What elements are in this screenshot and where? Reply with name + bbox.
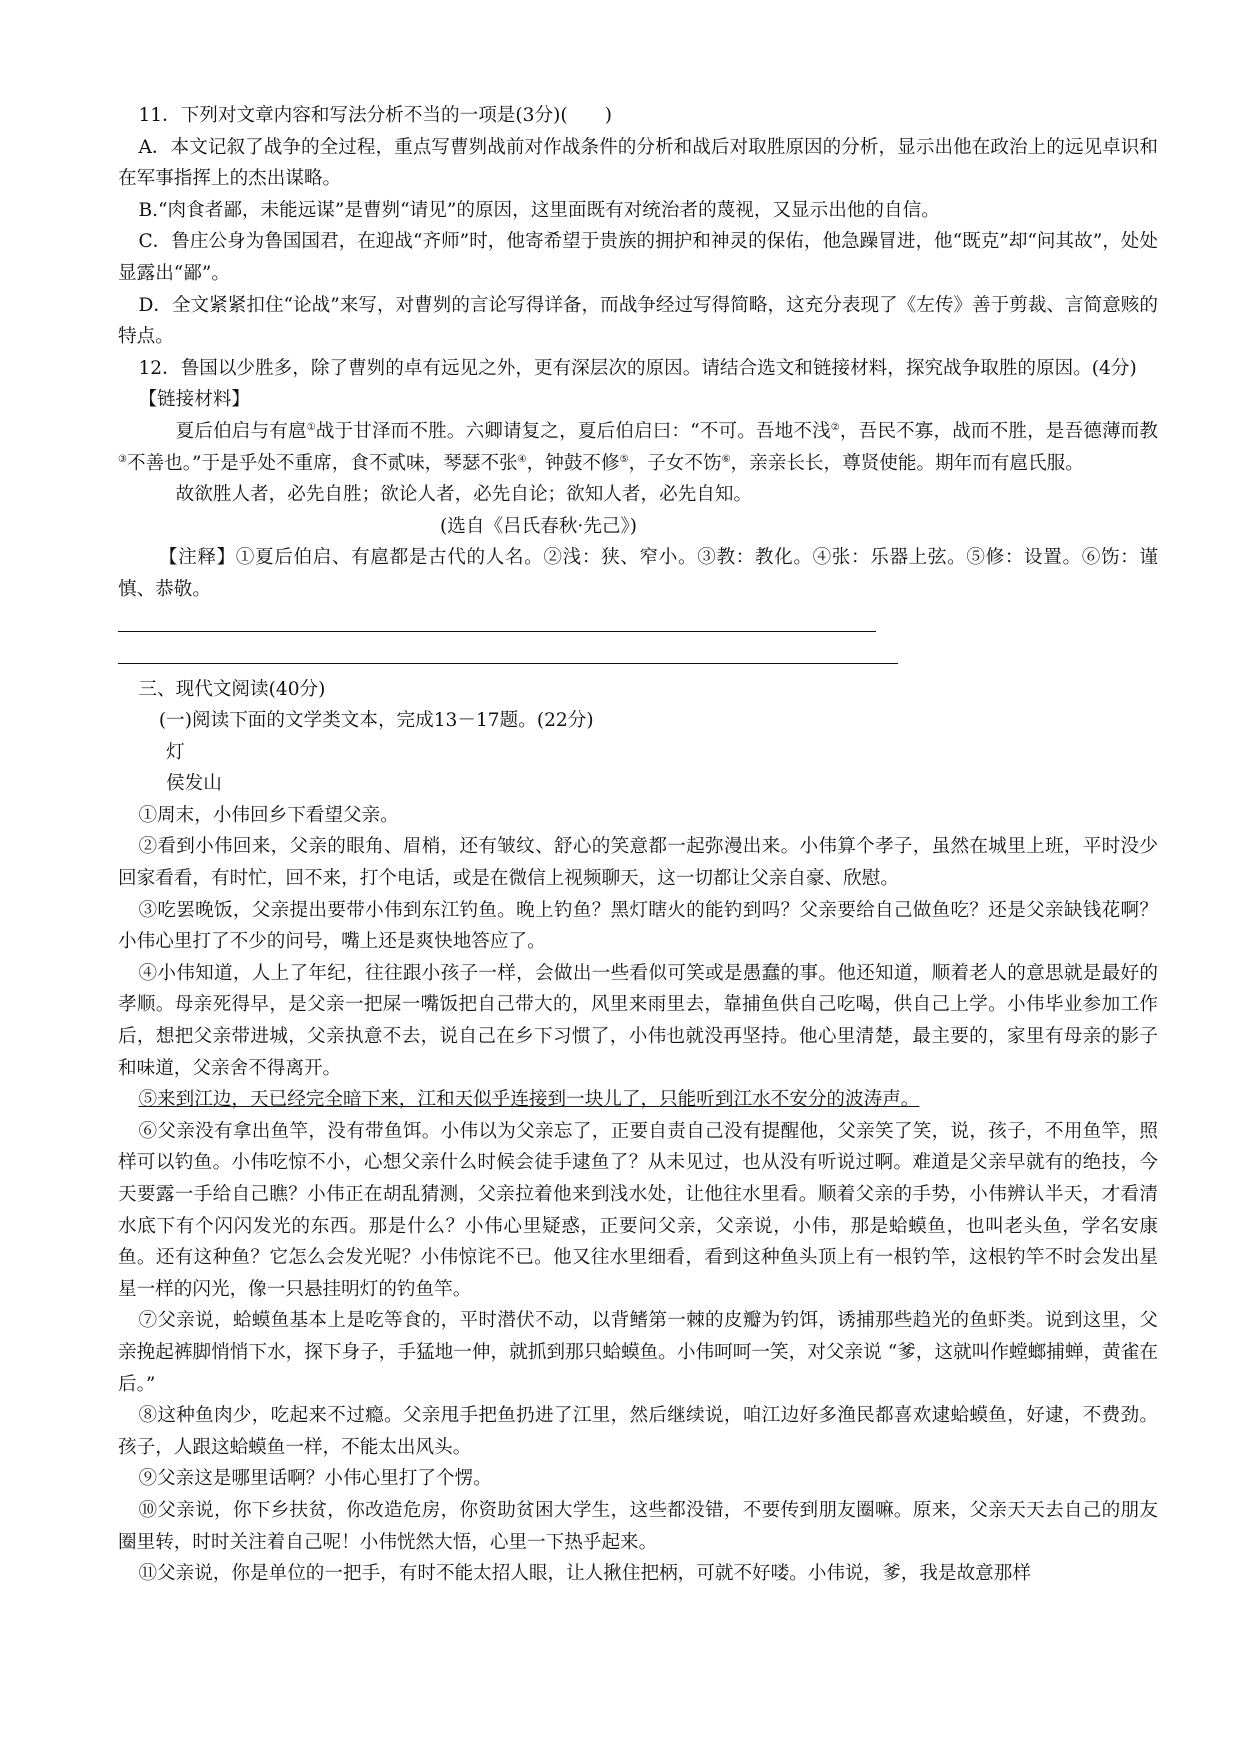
- story-paragraph: ⑪父亲说，你是单位的一把手，有时不能太招人眼，让人揪住把柄，可就不好喽。小伟说，爹，我是故意那样: [138, 1563, 1031, 1585]
- story-title: 灯: [166, 741, 185, 763]
- story-paragraph: ⑦父亲说，蛤蟆鱼基本上是吃等食的，平时潜伏不动，以背鳍第一棘的皮瓣为钓饵，诱捕那些趋光的鱼虾类。说到这里，父亲挽起裤脚悄悄下水，探下身子，手猛地一伸，就抓到那只蛤蟆鱼。小伟呵呵一笑，对父亲说 “爹，这就叫作螳螂捕蝉，黄雀在后。”: [118, 1310, 1158, 1395]
- q11-option-c: C．鲁庄公身为鲁国国君，在迎战“齐师”时，他寄希望于贵族的拥护和神灵的保佑，他急躁冒进，他“既克”却“问其故”，处处显露出“鄙”。: [118, 231, 1158, 284]
- note-marker: ①: [306, 421, 316, 433]
- section-heading: 三、现代文阅读(40分): [138, 678, 326, 700]
- q11-option-d: D．全文紧紧扣住“论战”来写，对曹刿的言论写得详备，而战争经过写得简略，这充分表现了《左传》善于剪裁、言简意赅的特点。: [118, 294, 1158, 348]
- note-marker: ③: [118, 453, 127, 465]
- story-paragraph: ①周末，小伟回乡下看望父亲。: [138, 804, 399, 826]
- story-paragraph-underlined: ⑤来到江边，天已经完全暗下来，江和天似乎连接到一块儿了，只能听到江水不安分的波涛声。: [138, 1089, 920, 1111]
- answer-line[interactable]: [118, 606, 1158, 638]
- link-material-paragraph-2: 故欲胜人者，必先自胜；欲论人者，必先自论；欲知人者，必先自知。: [175, 484, 753, 506]
- link-material-heading: 【链接材料】: [138, 389, 251, 411]
- annotation-notes: 【注释】①夏后伯启、有扈都是古代的人名。②浅：狭、窄小。③教：教化。④张：乐器上弦。⑤修：设置。⑥饬：谨慎、恭敬。: [118, 547, 1158, 600]
- story-paragraph: ⑥父亲没有拿出鱼竿，没有带鱼饵。小伟以为父亲忘了，正要自责自己没有提醒他，父亲笑了笑，说，孩子，不用鱼竿，照样可以钓鱼。小伟吃惊不小，心想父亲什么时候会徒手逮鱼了？从未见过，也从没有听说过啊。难道是父亲早就有的绝技，今天要露一手给自己瞧？小伟正在胡乱猜测，父亲拉着他来到浅水处，让他往水里看。顺着父亲的手势，小伟辨认半天，才看清水底下有个闪闪发光的东西。那是什么？小伟心里疑惑，正要问父亲，父亲说，小伟，那是蛤蟆鱼，也叫老头鱼，学名安康鱼。还有这种鱼？它怎么会发光呢？小伟惊诧不已。他又往水里细看，看到这种鱼头顶上有一根钓竿，这根钓竿不时会发出星星一样的闪光，像一只悬挂明灯的钓鱼竿。: [118, 1120, 1158, 1300]
- document-page: [118, 100, 1158, 1590]
- section-subheading: (一)阅读下面的文学类文本，完成13－17题。(22分): [158, 710, 594, 732]
- link-material-paragraph: 夏后伯启与有扈①战于甘泽而不胜。六卿请复之，夏后伯启曰：“不可。吾地不浅②，吾民不寡，战而不胜，是吾德薄而教③不善也。”于是乎处不重席，食不贰味，琴瑟不张④，钟鼓不修⑤，子女不饬⑥，亲亲长长，尊贤使能。期年而有扈氏服。: [118, 420, 1158, 474]
- story-author: 侯发山: [166, 773, 222, 795]
- note-marker: ⑥: [721, 453, 731, 465]
- story-paragraph: ④小伟知道，人上了年纪，往往跟小孩子一样，会做出一些看似可笑或是愚蠢的事。他还知道，顺着老人的意思就是最好的孝顺。母亲死得早，是父亲一把屎一嘴饭把自己带大的，风里来雨里去，靠捕鱼供自己吃喝，供自己上学。小伟毕业参加工作后，想把父亲带进城，父亲执意不去，说自己在乡下习惯了，小伟也就没再坚持。他心里清楚，最主要的，家里有母亲的影子和味道，父亲舍不得离开。: [118, 962, 1158, 1079]
- story-paragraph: ⑨父亲这是哪里话啊？小伟心里打了个愣。: [138, 1468, 492, 1490]
- story-paragraph: ③吃罢晚饭，父亲提出要带小伟到东江钓鱼。晚上钓鱼？黑灯瞎火的能钓到吗？父亲要给自己做鱼吃？还是父亲缺钱花啊？小伟心里打了不少的问号，嘴上还是爽快地答应了。: [118, 899, 1158, 953]
- source-citation: (选自《吕氏春秋·先己》): [440, 515, 638, 537]
- story-paragraph: ⑩父亲说，你下乡扶贫，你改造危房，你资助贫困大学生，这些都没错，不要传到朋友圈嘛。原来，父亲天天去自己的朋友圈里转，时时关注着自己呢！小伟恍然大悟，心里一下热乎起来。: [118, 1499, 1158, 1553]
- note-marker: ②: [830, 421, 840, 433]
- q12-stem: 12．鲁国以少胜多，除了曹刿的卓有远见之外，更有深层次的原因。请结合选文和链接材料，探究战争取胜的原因。(4分): [138, 357, 1137, 379]
- note-marker: ④: [517, 453, 527, 465]
- note-marker: ⑤: [619, 453, 629, 465]
- q11-stem: 11．下列对文章内容和写法分析不当的一项是(3分)( ): [138, 105, 613, 126]
- story-paragraph: ②看到小伟回来，父亲的眼角、眉梢，还有皱纹、舒心的笑意都一起弥漫出来。小伟算个孝子，虽然在城里上班，平时没少回家看看，有时忙，回不来，打个电话，或是在微信上视频聊天，这一切都让父亲自豪、欣慰。: [118, 836, 1158, 890]
- story-paragraph: ⑧这种鱼肉少，吃起来不过瘾。父亲甩手把鱼扔进了江里，然后继续说，咱江边好多渔民都喜欢逮蛤蟆鱼，好逮，不费劲。孩子，人跟这蛤蟆鱼一样，不能太出风头。: [118, 1405, 1158, 1458]
- q11-option-b: B.“肉食者鄙，未能远谋”是曹刿“请见”的原因，这里面既有对统治者的蔑视，又显示出他的自信。: [138, 199, 940, 221]
- answer-line[interactable]: [118, 638, 1158, 670]
- q11-option-a: A．本文记叙了战争的全过程，重点写曹刿战前对作战条件的分析和战后对取胜原因的分析，显示出他在政治上的远见卓识和在军事指挥上的杰出谋略。: [118, 136, 1158, 190]
